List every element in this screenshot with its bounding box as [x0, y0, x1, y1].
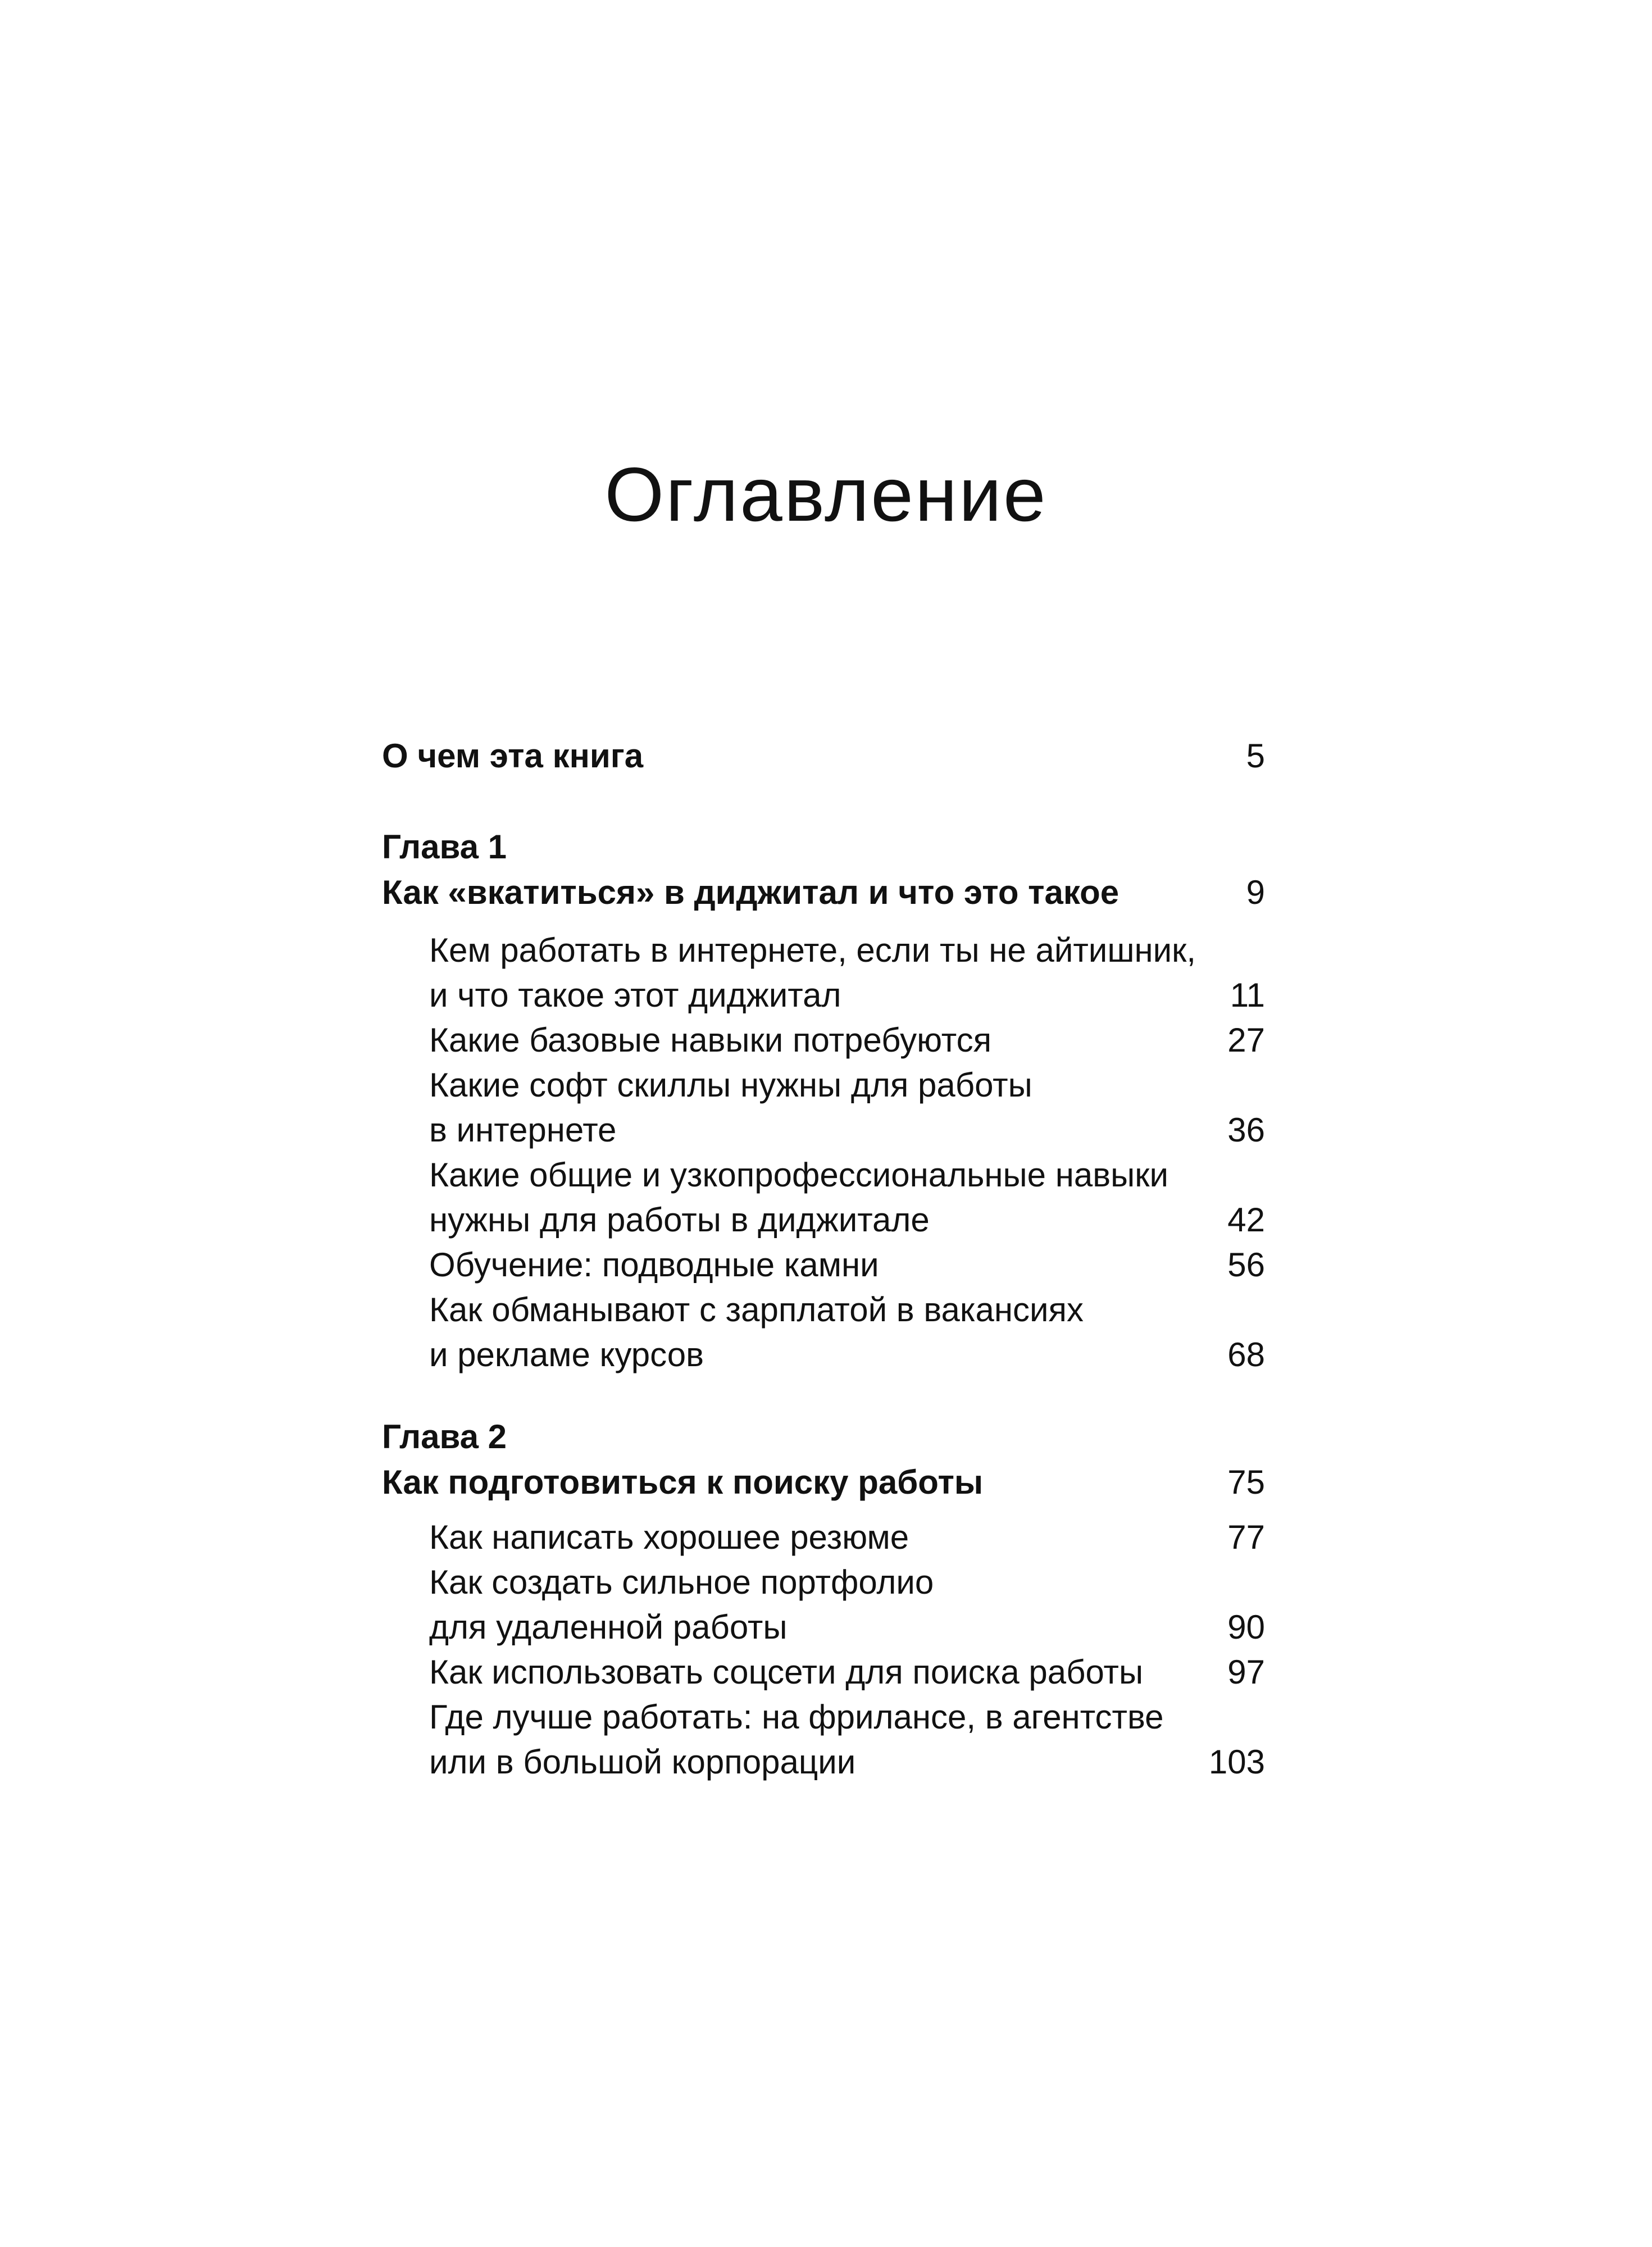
toc-page-number: 42 [1227, 1201, 1265, 1239]
toc-section-continued[interactable] [382, 1198, 1265, 1243]
section-title-line1: Как написать хорошее резюме [429, 1518, 909, 1556]
toc-entry-chapter-1[interactable] [382, 870, 1265, 915]
toc-section[interactable] [382, 1515, 1265, 1560]
toc-page-number: 103 [1208, 1743, 1265, 1781]
toc-section-continued[interactable] [382, 973, 1265, 1018]
section-title-line1: Обучение: подводные камни [429, 1246, 879, 1284]
section-title-line1: Как использовать соцсети для поиска работы [429, 1653, 1144, 1691]
section-title-line1: Какие общие и узкопрофессиональные навыки [429, 1156, 1168, 1194]
toc-page-number: 68 [1227, 1336, 1265, 1373]
toc-entry-chapter-2[interactable] [382, 1460, 1265, 1505]
toc-page-number: 9 [1246, 874, 1265, 911]
toc-section[interactable] [382, 1063, 1265, 1108]
toc-section[interactable] [382, 1018, 1265, 1063]
section-title-line2: или в большой корпорации [429, 1743, 856, 1781]
toc-section[interactable] [382, 1650, 1265, 1695]
section-title-line1: Кем работать в интернете, если ты не айтишник, [429, 931, 1196, 969]
toc-page-number: 97 [1227, 1653, 1265, 1691]
toc-page-number: 36 [1227, 1111, 1265, 1149]
toc-section[interactable] [382, 928, 1265, 973]
toc-section-continued[interactable] [382, 1740, 1265, 1785]
toc-page-number: 5 [1246, 737, 1265, 775]
section-title-line1: Как создать сильное портфолио [429, 1563, 934, 1601]
toc-section[interactable] [382, 1243, 1265, 1288]
toc-section[interactable] [382, 1153, 1265, 1198]
toc-section-continued[interactable] [382, 1108, 1265, 1153]
section-title-line2: и рекламе курсов [429, 1336, 704, 1373]
toc-entry-label: О чем эта книга [382, 737, 644, 775]
toc-page-number: 11 [1230, 976, 1265, 1014]
section-title-line1: Какие софт скиллы нужны для работы [429, 1066, 1032, 1104]
toc-section[interactable] [382, 1560, 1265, 1605]
chapter-title: Как «вкатиться» в диджитал и что это такое [382, 874, 1119, 911]
page-title: Оглавление [604, 452, 1048, 537]
toc-section[interactable] [382, 1288, 1265, 1332]
section-title-line1: Где лучше работать: на фрилансе, в агентстве [429, 1698, 1164, 1736]
section-title-line2: и что такое этот диджитал [429, 976, 841, 1014]
toc-entry-intro[interactable] [382, 734, 1265, 779]
section-title-line1: Какие базовые навыки потребуются [429, 1021, 992, 1059]
toc-section-continued[interactable] [382, 1605, 1265, 1650]
section-title-line1: Как обманывают с зарплатой в вакансиях [429, 1291, 1084, 1329]
toc-section[interactable] [382, 1695, 1265, 1740]
toc-page-number: 56 [1227, 1246, 1265, 1284]
chapter-1-heading [382, 825, 1265, 870]
toc-page-number: 77 [1227, 1518, 1265, 1556]
section-title-line2: для удаленной работы [429, 1608, 788, 1646]
chapter-title: Как подготовиться к поиску работы [382, 1463, 984, 1501]
chapter-2-heading [382, 1414, 1265, 1459]
chapter-number: Глава 2 [382, 1418, 507, 1455]
toc-page-number: 75 [1227, 1463, 1265, 1501]
section-title-line2: в интернете [429, 1111, 617, 1149]
toc-page-number: 90 [1227, 1608, 1265, 1646]
section-title-line2: нужны для работы в диджитале [429, 1201, 930, 1239]
toc-page-number: 27 [1227, 1021, 1265, 1059]
chapter-number: Глава 1 [382, 828, 507, 866]
toc-section-continued[interactable] [382, 1332, 1265, 1377]
